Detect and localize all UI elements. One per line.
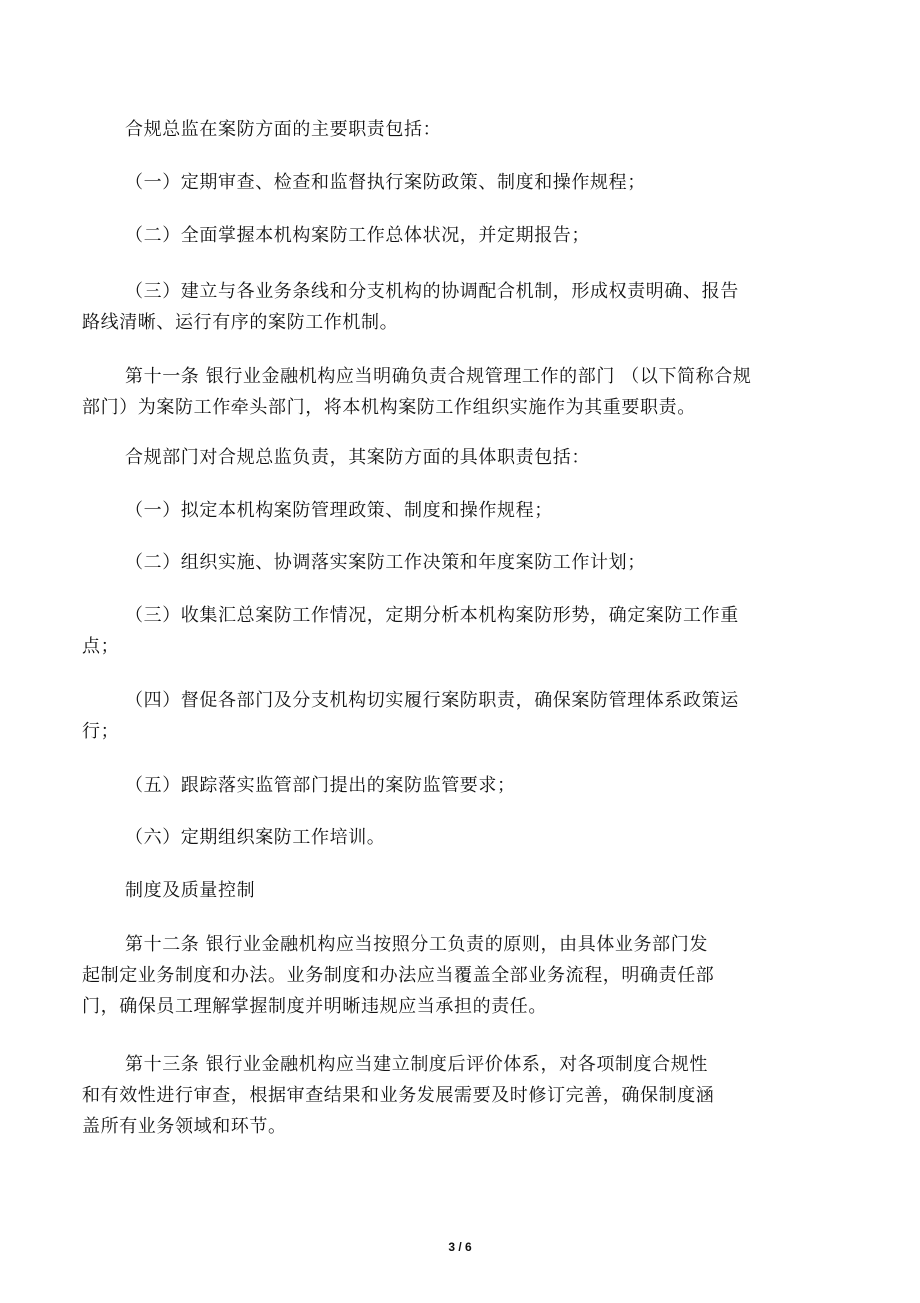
paragraph-line: （二）组织实施、协调落实案防工作决策和年度案防工作计划；	[125, 552, 646, 573]
paragraph-line: （一）定期审查、检查和监督执行案防政策、制度和操作规程；	[125, 172, 646, 193]
paragraph-line: （四）督促各部门及分支机构切实履行案防职责，确保案防管理体系政策运	[125, 690, 739, 711]
article-11-line: 部门）为案防工作牵头部门，将本机构案防工作组织实施作为其重要职责。	[82, 397, 696, 418]
paragraph-line: （三）收集汇总案防工作情况，定期分析本机构案防形势，确定案防工作重	[125, 605, 739, 626]
paragraph-line: （六）定期组织案防工作培训。	[125, 827, 386, 848]
page-number: 3 / 6	[448, 1240, 472, 1254]
article-13-line: 和有效性进行审查，根据审查结果和业务发展需要及时修订完善，确保制度涵	[82, 1085, 715, 1106]
paragraph-line: （一）拟定本机构案防管理政策、制度和操作规程；	[125, 500, 553, 521]
article-11-line: 第十一条 银行业金融机构应当明确负责合规管理工作的部门 （以下简称合规	[125, 366, 752, 387]
article-12-line: 起制定业务制度和办法。业务制度和办法应当覆盖全部业务流程，明确责任部	[82, 965, 715, 986]
paragraph-line: （五）跟踪落实监管部门提出的案防监管要求；	[125, 775, 516, 796]
paragraph-line: （二）全面掌握本机构案防工作总体状况，并定期报告；	[125, 225, 590, 246]
article-12-line: 第十二条 银行业金融机构应当按照分工负责的原则，由具体业务部门发	[125, 934, 708, 955]
section-heading: 制度及质量控制	[125, 880, 256, 901]
paragraph-line: 点；	[82, 636, 120, 657]
article-12-line: 门，确保员工理解掌握制度并明晰违规应当承担的责任。	[82, 996, 547, 1017]
paragraph-line: （三）建立与各业务条线和分支机构的协调配合机制，形成权责明确、报告	[125, 281, 739, 302]
paragraph-line: 路线清晰、运行有序的案防工作机制。	[82, 312, 399, 333]
article-13-line: 盖所有业务领域和环节。	[82, 1116, 287, 1137]
paragraph-line: 行；	[82, 721, 120, 742]
paragraph-line: 合规总监在案防方面的主要职责包括：	[125, 119, 442, 140]
paragraph-line: 合规部门对合规总监负责，其案防方面的具体职责包括：	[125, 447, 590, 468]
article-13-line: 第十三条 银行业金融机构应当建立制度后评价体系，对各项制度合规性	[125, 1054, 708, 1075]
